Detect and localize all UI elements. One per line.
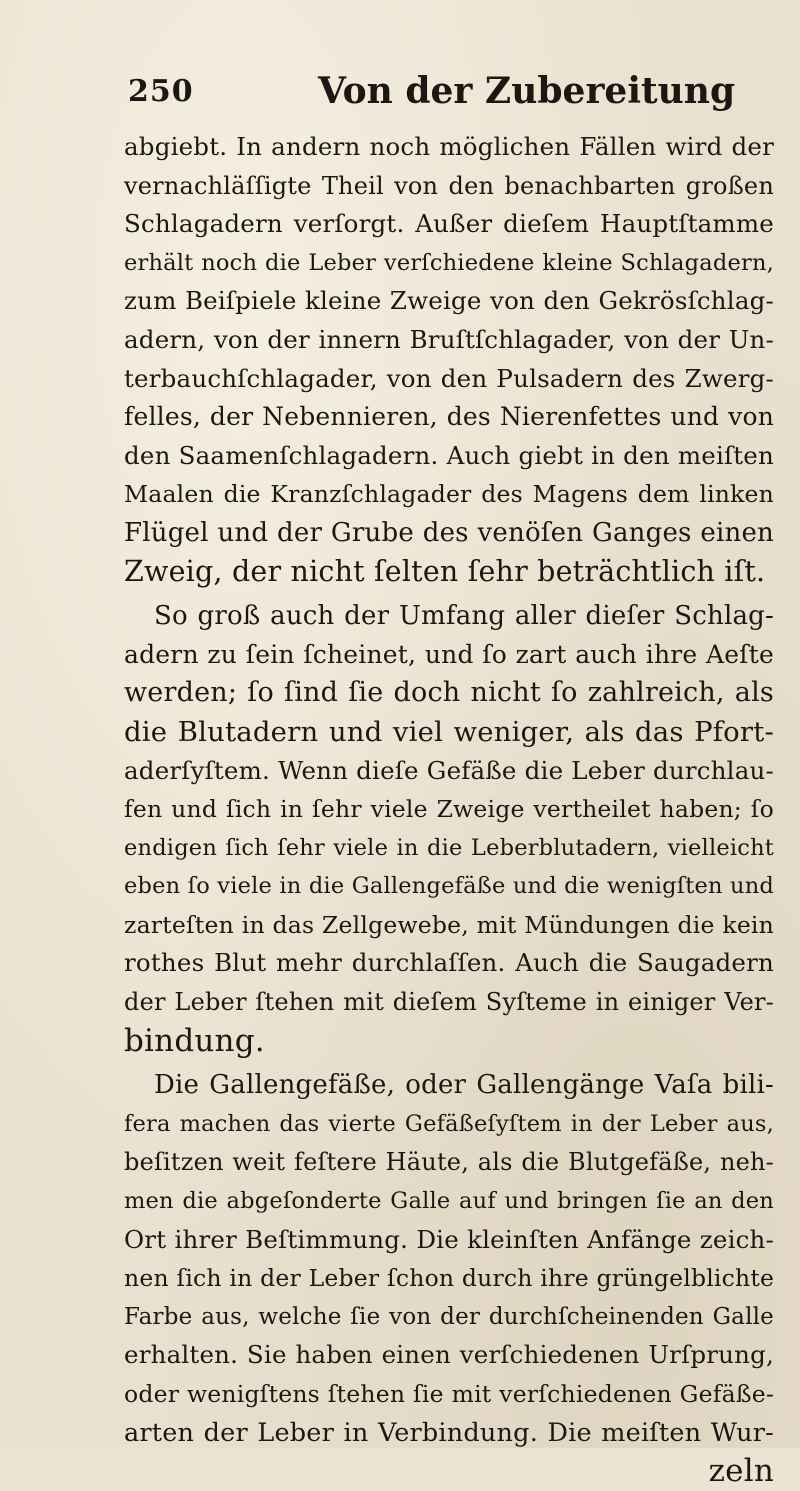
text-line: eben ſo viele in die Gallengefäße und die wenigſten und [124,873,775,900]
text-line: bindung. [124,1022,265,1059]
text-line: zarteſten in das Zellgewebe, mit Mündungen die kein [124,910,774,939]
text-line: fera machen das vierte Gefäßeſyſtem in der Leber aus, [124,1110,774,1137]
running-head: Von der Zubereitung [318,70,736,112]
text-line: abgiebt. In andern noch möglichen Fällen wird der [124,132,774,161]
text-line: fen und ſich in ſehr viele Zweige vertheilet haben; ſo [124,795,774,824]
paragraph-2 [124,597,774,1060]
text-line: Farbe aus, welche ſie von der durchſcheinenden Galle [124,1303,774,1330]
text-line: So groß auch der Umfang aller dieſer Schlag- [154,601,774,632]
page-header [128,70,736,120]
text-line: Maalen die Kranzſchlagader des Magens dem linken [124,480,774,509]
text-line: adern, von der innern Bruſtſchlagader, von der Un- [124,324,774,354]
text-line: rothes Blut mehr durchlaſſen. Auch die Saugadern [124,948,774,978]
text-line: werden; ſo ſind ſie doch nicht ſo zahlreich, als [124,677,774,709]
text-line: Die Gallengefäße, oder Gallengänge Vaſa bili- [154,1070,774,1101]
text-line: Zweig, der nicht ſelten ſehr beträchtlich iſt. [124,554,766,588]
page-number: 250 [128,74,194,109]
text-line: nen ſich in der Leber ſchon durch ihre grüngelblichte [124,1264,775,1293]
text-line: zum Beiſpiele kleine Zweige von den Gekrösſchlag- [124,286,774,316]
text-line: vernachläſſigte Theil von den benachbarten großen [124,171,774,200]
text-line: men die abgeſonderte Galle auf und bringen ſie an den [124,1188,774,1215]
text-line: erhält noch die Leber verſchiedene kleine Schlagadern, [124,249,774,276]
text-line: aderſyſtem. Wenn dieſe Gefäße die Leber durchlau- [124,755,774,785]
text-line: Flügel und der Grube des venöſen Ganges einen [124,517,774,548]
text-line: arten der Leber in Verbindung. Die meiſten Wur- [124,1417,774,1448]
text-line: die Blutadern und viel weniger, als das Pfort- [124,715,774,748]
catchword: zeln [708,1453,774,1490]
text-line: Ort ihrer Beſtimmung. Die kleinſten Anfänge zeich- [124,1224,774,1254]
text-line: den Saamenſchlagadern. Auch giebt in den meiſten [124,440,774,470]
text-line: adern zu ſein ſcheinet, und ſo zart auch ihre Aeſte [124,639,774,669]
text-line: felles, der Nebennieren, des Nierenfettes und von [124,402,774,432]
text-line: der Leber ſtehen mit dieſem Syſteme in einiger Ver- [124,988,774,1017]
text-line: beſitzen weit feſtere Häute, als die Blutgefäße, neh- [124,1148,774,1177]
paragraph-3 [124,1066,774,1491]
paragraph-1 [124,128,774,591]
text-line: oder wenigſtens ſtehen ſie mit verſchiedenen Gefäße- [124,1380,774,1408]
text-line: erhalten. Sie haben einen verſchiedenen Urſprung, [124,1340,774,1370]
text-line: Schlagadern verſorgt. Außer dieſem Hauptſtamme [124,209,774,239]
text-line: endigen ſich ſehr viele in die Leberblutadern, vielleicht [124,834,774,861]
text-line: terbauchſchlagader, von den Pulsadern des Zwerg- [124,363,774,393]
body-text [124,128,774,1491]
